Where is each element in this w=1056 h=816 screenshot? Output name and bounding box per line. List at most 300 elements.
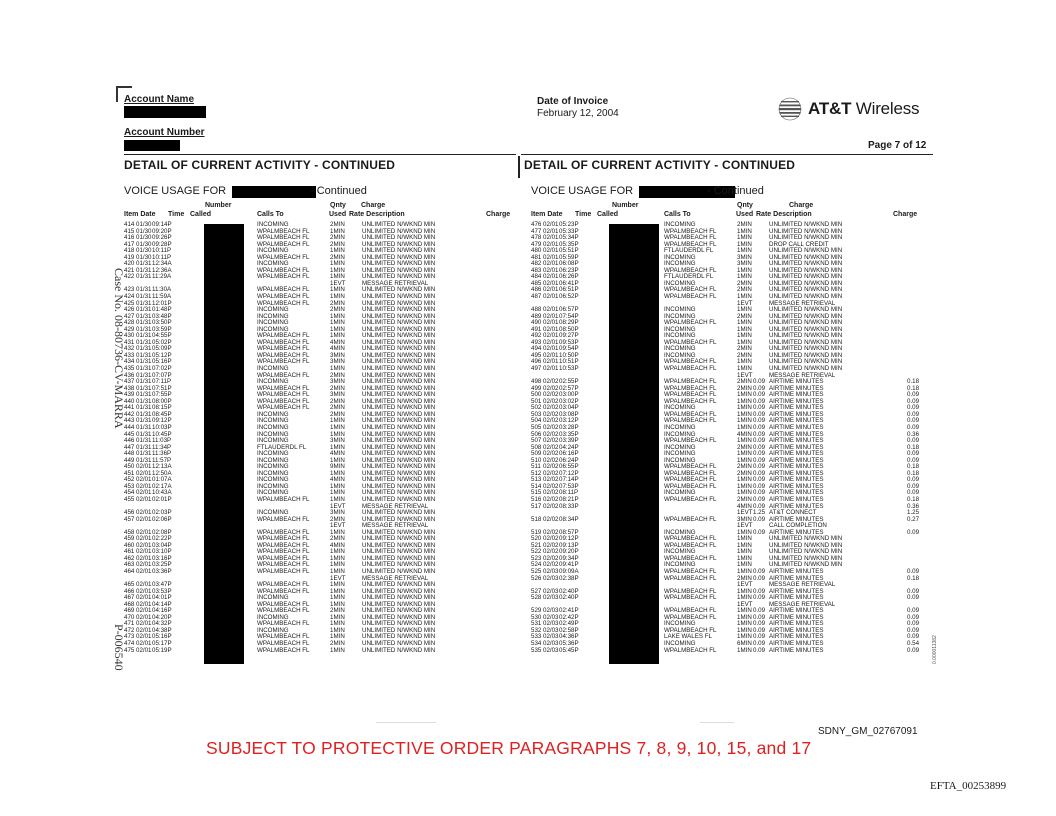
cell-desc: UNLIMITED N/WKND MIN	[769, 548, 843, 556]
cell-item: 498	[531, 378, 542, 386]
cell-desc: UNLIMITED N/WKND MIN	[769, 332, 843, 340]
cell-used: 1MIN	[737, 567, 752, 575]
cell-item: 481	[531, 253, 542, 261]
cell-item: 444	[124, 423, 135, 431]
cell-charge: 0.09	[907, 410, 920, 418]
cell-desc: UNLIMITED N/WKND MIN	[362, 384, 436, 392]
cell-desc: AIRTIME MINUTES	[769, 430, 824, 438]
cell-item: 435	[124, 365, 135, 373]
redacted-account-number	[124, 140, 180, 151]
cell-to: WPALMBEACH FL	[257, 338, 310, 346]
cell-date: 02/02	[543, 456, 559, 464]
cell-time: 03:04P	[152, 541, 172, 549]
cell-time: 05:09P	[152, 345, 172, 353]
cell-to: FTLAUDERDL FL	[664, 247, 714, 255]
cell-date: 02/02	[543, 548, 559, 556]
cell-to: WPALMBEACH FL	[257, 535, 310, 543]
cell-time: 02:41P	[559, 607, 579, 615]
cell-desc: UNLIMITED N/WKND MIN	[769, 266, 843, 274]
cell-desc: UNLIMITED N/WKND MIN	[362, 495, 436, 503]
cell-charge: 0.54	[907, 640, 920, 647]
cell-used: 1EVT	[330, 522, 346, 530]
cell-time: 03:04P	[559, 404, 579, 412]
redacted-called-numbers-left	[204, 224, 244, 664]
cell-desc: UNLIMITED N/WKND MIN	[769, 338, 843, 346]
cell-time: 11:03P	[152, 437, 172, 445]
cell-time: 08:15P	[152, 404, 172, 412]
cell-charge: 0.09	[907, 482, 920, 490]
cell-item: 515	[531, 489, 542, 497]
cell-date: 02/01	[543, 247, 559, 255]
cell-desc: AIRTIME MINUTES	[769, 495, 824, 503]
cell-date: 02/01	[136, 600, 152, 608]
cell-used: 1MIN	[737, 319, 752, 327]
cell-desc: UNLIMITED N/WKND MIN	[769, 319, 843, 327]
cell-item: 440	[124, 397, 135, 405]
cell-used: 1MIN	[330, 312, 345, 320]
cell-to: WPALMBEACH FL	[257, 351, 310, 359]
left-header-rule	[124, 154, 516, 155]
logo-wireless: Wireless	[851, 99, 920, 118]
cell-item: 448	[124, 450, 135, 458]
cell-to: WPALMBEACH FL	[664, 234, 717, 242]
cell-time: 03:00P	[559, 391, 579, 399]
cell-time: 02:01P	[152, 495, 172, 503]
cell-desc: UNLIMITED N/WKND MIN	[769, 293, 843, 301]
cell-to: WPALMBEACH FL	[664, 463, 717, 471]
cell-desc: MESSAGE RETRIEVAL	[769, 299, 836, 307]
col-charge: Charge	[893, 211, 918, 218]
cell-to: INCOMING	[257, 489, 289, 497]
cell-item: 473	[124, 633, 135, 641]
cell-item: 497	[531, 365, 542, 373]
cell-to: WPALMBEACH FL	[257, 548, 310, 556]
cell-date: 01/31	[136, 306, 152, 314]
cell-item: 459	[124, 535, 135, 543]
cell-item: 477	[531, 227, 542, 235]
cell-item: 484	[531, 273, 542, 281]
cell-time: 05:34P	[559, 234, 579, 242]
cell-item: 495	[531, 351, 542, 359]
cell-date: 02/02	[543, 437, 559, 445]
cell-date: 02/02	[543, 397, 559, 405]
cell-date: 02/01	[136, 626, 152, 634]
cell-rate: 0.09	[753, 567, 766, 575]
voice-usage-continued: - Continued	[707, 185, 764, 197]
cell-rate: 0.09	[753, 482, 766, 490]
cell-desc: UNLIMITED N/WKND MIN	[769, 535, 843, 543]
cell-item: 525	[531, 567, 542, 575]
cell-desc: UNLIMITED N/WKND MIN	[769, 247, 843, 255]
cell-used: 2MIN	[330, 404, 345, 412]
cell-item: 425	[124, 299, 135, 307]
cell-date: 01/31	[136, 410, 152, 418]
cell-date: 02/02	[543, 528, 559, 536]
cell-used: 2MIN	[737, 495, 752, 503]
cell-item: 442	[124, 410, 135, 418]
col-charge: Charge	[486, 211, 511, 218]
cell-time: 04:01P	[152, 594, 172, 602]
cell-time: 04:20P	[152, 613, 172, 621]
cell-date: 01/31	[136, 338, 152, 346]
cell-time: 10:45P	[152, 430, 172, 438]
cell-time: 09:20P	[559, 548, 579, 556]
cell-time: 03:50P	[152, 319, 172, 327]
cell-time: 02:42P	[559, 613, 579, 621]
cell-desc: UNLIMITED N/WKND MIN	[362, 567, 436, 575]
cell-used: 2MIN	[737, 443, 752, 451]
cell-used: 1MIN	[737, 607, 752, 615]
cell-used: 4MIN	[330, 541, 345, 549]
cell-item: 438	[124, 384, 135, 392]
cell-used: 2MIN	[737, 279, 752, 287]
cell-desc: UNLIMITED N/WKND MIN	[362, 554, 436, 562]
cell-desc: UNLIMITED N/WKND MIN	[362, 561, 436, 569]
cell-desc: AIRTIME MINUTES	[769, 502, 824, 510]
sdny-bates: SDNY_GM_02767091	[818, 726, 918, 737]
cell-rate: 0.09	[753, 410, 766, 418]
cell-to: INCOMING	[257, 221, 289, 228]
cell-to: WPALMBEACH FL	[664, 319, 717, 327]
cell-to: INCOMING	[257, 626, 289, 634]
cell-time: 09:53P	[559, 338, 579, 346]
cell-desc: UNLIMITED N/WKND MIN	[769, 561, 843, 569]
cell-desc: MESSAGE RETRIEVAL	[362, 574, 429, 582]
cell-date: 02/03	[543, 594, 559, 602]
cell-used: 1MIN	[330, 430, 345, 438]
cell-used: 1MIN	[737, 247, 752, 255]
scan-artifact	[700, 722, 734, 723]
cell-date: 01/31	[136, 450, 152, 458]
cell-time: 07:11P	[152, 378, 172, 386]
cell-charge: 0.09	[907, 489, 920, 497]
cell-item: 431	[124, 338, 135, 346]
cell-item: 482	[531, 260, 542, 268]
cell-charge: 0.09	[907, 417, 920, 425]
cell-item: 463	[124, 561, 135, 569]
cell-desc: AIRTIME MINUTES	[769, 476, 824, 484]
col-qnty-top: Qnty	[737, 202, 753, 209]
cell-time: 03:39P	[559, 437, 579, 445]
cell-desc: AIRTIME MINUTES	[769, 594, 824, 602]
cell-date: 02/03	[543, 633, 559, 641]
cell-to: WPALMBEACH FL	[664, 391, 717, 399]
cell-rate: 0.09	[753, 391, 766, 399]
cell-desc: AIRTIME MINUTES	[769, 450, 824, 458]
cell-item: 429	[124, 325, 135, 333]
cell-used: 6MIN	[737, 640, 752, 647]
cell-desc: UNLIMITED N/WKND MIN	[362, 489, 436, 497]
cell-used: 2MIN	[737, 345, 752, 353]
cell-used: 1MIN	[737, 476, 752, 484]
cell-charge: 0.09	[907, 404, 920, 412]
cell-to: FTLAUDERDL FL	[664, 273, 714, 281]
cell-to: WPALMBEACH FL	[257, 391, 310, 399]
cell-desc: AIRTIME MINUTES	[769, 417, 824, 425]
cell-desc: UNLIMITED N/WKND MIN	[362, 476, 436, 484]
case-number-stamp: Case No. 08-80736-CV-MARRA	[112, 268, 126, 429]
cell-date: 02/02	[543, 384, 559, 392]
cell-charge: 0.09	[907, 587, 920, 595]
cell-to: WPALMBEACH FL	[257, 495, 310, 503]
cell-desc: UNLIMITED N/WKND MIN	[362, 240, 436, 248]
cell-desc: UNLIMITED N/WKND MIN	[362, 260, 436, 268]
cell-desc: UNLIMITED N/WKND MIN	[362, 351, 436, 359]
cell-date: 02/01	[543, 345, 559, 353]
cell-rate: 0.09	[753, 495, 766, 503]
cell-date: 02/01	[136, 613, 152, 621]
col-time: Time	[168, 211, 185, 218]
cell-to: INCOMING	[257, 319, 289, 327]
cell-date: 02/01	[543, 351, 559, 359]
cell-desc: AIRTIME MINUTES	[769, 528, 824, 536]
redacted-account-name	[124, 106, 206, 118]
cell-to: WPALMBEACH FL	[664, 495, 717, 503]
cell-date: 01/30	[136, 240, 152, 248]
col-item-date: Item Date	[124, 211, 156, 218]
cell-date: 02/03	[543, 587, 559, 595]
cell-used: 2MIN	[330, 640, 345, 647]
cell-to: WPALMBEACH FL	[664, 613, 717, 621]
bates-number-right: 0.000011382	[932, 635, 938, 664]
cell-time: 03:28P	[559, 423, 579, 431]
cell-item: 454	[124, 489, 135, 497]
cell-desc: AIRTIME MINUTES	[769, 574, 824, 582]
cell-used: 1MIN	[737, 404, 752, 412]
cell-item: 417	[124, 240, 135, 248]
cell-charge: 0.09	[907, 391, 920, 399]
cell-desc: AIRTIME MINUTES	[769, 456, 824, 464]
cell-item: 451	[124, 469, 135, 477]
cell-desc: AIRTIME MINUTES	[769, 482, 824, 490]
cell-item: 520	[531, 535, 542, 543]
cell-date: 01/31	[136, 345, 152, 353]
cell-rate: 0.09	[753, 456, 766, 464]
cell-date: 02/01	[136, 581, 152, 589]
cell-date: 02/02	[543, 482, 559, 490]
cell-time: 11:30A	[152, 286, 172, 294]
cell-item: 475	[124, 646, 135, 654]
cell-to: INCOMING	[664, 561, 696, 569]
col-used: Used	[736, 211, 754, 218]
cell-desc: UNLIMITED N/WKND MIN	[769, 260, 843, 268]
cell-charge: 1.25	[907, 509, 920, 517]
cell-date: 01/31	[136, 384, 152, 392]
cell-charge: 0.09	[907, 397, 920, 405]
cell-rate: 0.09	[753, 587, 766, 595]
cell-to: INCOMING	[664, 351, 696, 359]
cell-item: 492	[531, 332, 542, 340]
cell-used: 1MIN	[737, 240, 752, 248]
cell-to: INCOMING	[257, 423, 289, 431]
cell-charge: 0.18	[907, 574, 920, 582]
cell-time: 11:36P	[152, 450, 172, 458]
cell-item: 485	[531, 279, 542, 287]
cell-time: 08:11P	[559, 489, 579, 497]
cell-to: INCOMING	[257, 325, 289, 333]
cell-date: 02/01	[543, 319, 559, 327]
cell-to: INCOMING	[664, 221, 696, 228]
cell-item: 478	[531, 234, 542, 242]
cell-date: 02/02	[543, 423, 559, 431]
cell-used: 1EVT	[737, 371, 753, 379]
cell-time: 05:16P	[152, 358, 172, 366]
cell-used: 1MIN	[737, 423, 752, 431]
cell-item: 526	[531, 574, 542, 582]
cell-to: INCOMING	[257, 260, 289, 268]
cell-desc: MESSAGE RETRIEVAL	[769, 371, 836, 379]
cell-rate: 0.09	[753, 607, 766, 615]
col-description: Description	[773, 211, 812, 218]
cell-used: 4MIN	[737, 502, 752, 510]
cell-time: 09:41P	[559, 561, 579, 569]
cell-date: 02/01	[136, 633, 152, 641]
cell-charge: 0.18	[907, 463, 920, 471]
cell-item: 487	[531, 293, 542, 301]
cell-to: WPALMBEACH FL	[257, 633, 310, 641]
cell-desc: UNLIMITED N/WKND MIN	[362, 640, 436, 647]
cell-to: WPALMBEACH FL	[664, 535, 717, 543]
cell-charge: 0.09	[907, 620, 920, 628]
cell-used: 2MIN	[737, 378, 752, 386]
cell-used: 1MIN	[330, 482, 345, 490]
invoice-date: February 12, 2004	[537, 108, 619, 119]
cell-time: 08:33P	[559, 502, 579, 510]
cell-time: 09:27P	[559, 332, 579, 340]
cell-date: 01/31	[136, 266, 152, 274]
cell-desc: MESSAGE RETRIEVAL	[362, 279, 429, 287]
cell-to: WPALMBEACH FL	[664, 338, 717, 346]
cell-date: 02/01	[136, 509, 152, 517]
cell-used: 1MIN	[737, 338, 752, 346]
cell-to: INCOMING	[664, 345, 696, 353]
cell-time: 05:45P	[559, 646, 579, 654]
cell-date: 02/01	[543, 293, 559, 301]
cell-used: 1MIN	[330, 417, 345, 425]
cell-desc: UNLIMITED N/WKND MIN	[362, 338, 436, 346]
cell-used: 1MIN	[330, 567, 345, 575]
cell-date: 02/01	[136, 620, 152, 628]
cell-desc: UNLIMITED N/WKND MIN	[769, 345, 843, 353]
cell-time: 06:55P	[559, 463, 579, 471]
cell-item: 418	[124, 247, 135, 255]
cell-rate: 0.09	[753, 443, 766, 451]
cell-used: 1MIN	[737, 293, 752, 301]
cell-date: 02/02	[543, 541, 559, 549]
cell-time: 12:01P	[152, 299, 172, 307]
cell-used: 1MIN	[330, 423, 345, 431]
cell-desc: UNLIMITED N/WKND MIN	[362, 633, 436, 641]
cell-desc: UNLIMITED N/WKND MIN	[769, 365, 843, 373]
cell-item: 514	[531, 482, 542, 490]
cell-used: 1MIN	[737, 561, 752, 569]
protective-order-notice: SUBJECT TO PROTECTIVE ORDER PARAGRAPHS 7, 8, 9, 10, 15, and 17	[206, 738, 812, 758]
cell-to: WPALMBEACH FL	[664, 397, 717, 405]
cell-time: 09:14P	[152, 221, 172, 228]
cell-charge: 0.18	[907, 443, 920, 451]
col-charge-top: Charge	[361, 202, 386, 209]
cell-date: 01/31	[136, 286, 152, 294]
cell-item: 469	[124, 607, 135, 615]
cell-to: WPALMBEACH FL	[257, 358, 310, 366]
cell-rate: 0.09	[753, 502, 766, 510]
cell-used: 3MIN	[737, 260, 752, 268]
cell-item: 426	[124, 306, 135, 314]
cell-desc: AIRTIME MINUTES	[769, 640, 824, 647]
cell-used: 1MIN	[737, 548, 752, 556]
cell-item: 507	[531, 437, 542, 445]
cell-time: 02:40P	[559, 587, 579, 595]
cell-desc: DROP CALL CREDIT	[769, 240, 829, 248]
cell-desc: AIRTIME MINUTES	[769, 633, 824, 641]
cell-time: 03:59P	[152, 325, 172, 333]
cell-time: 07:53P	[559, 482, 579, 490]
cell-item: 501	[531, 397, 542, 405]
cell-to: INCOMING	[257, 613, 289, 621]
cell-date: 02/02	[543, 535, 559, 543]
cell-time: 02:57P	[559, 384, 579, 392]
cell-used: 4MIN	[330, 338, 345, 346]
cell-item: 424	[124, 293, 135, 301]
cell-used: 1MIN	[737, 587, 752, 595]
scan-artifact	[376, 722, 436, 723]
cell-date: 02/02	[543, 463, 559, 471]
bates-number-left: P-006540	[112, 624, 126, 671]
cell-rate: 0.09	[753, 384, 766, 392]
cell-date: 02/01	[136, 646, 152, 654]
cell-item: 443	[124, 417, 135, 425]
cell-to: INCOMING	[257, 247, 289, 255]
cell-item: 433	[124, 351, 135, 359]
cell-date: 02/01	[136, 640, 152, 647]
cell-to: WPALMBEACH FL	[257, 541, 310, 549]
cell-date: 02/01	[543, 306, 559, 314]
cell-used: 1MIN	[330, 332, 345, 340]
cell-date: 02/01	[136, 594, 152, 602]
cell-used: 1MIN	[737, 489, 752, 497]
cell-rate: 0.09	[753, 476, 766, 484]
cell-used: 2MIN	[737, 463, 752, 471]
cell-to: INCOMING	[257, 410, 289, 418]
cell-to: WPALMBEACH FL	[257, 253, 310, 261]
cell-item: 489	[531, 312, 542, 320]
cell-time: 11:34P	[152, 443, 172, 451]
cell-desc: UNLIMITED N/WKND MIN	[362, 607, 436, 615]
cell-used: 2MIN	[330, 371, 345, 379]
cell-item: 465	[124, 581, 135, 589]
cell-used: 1MIN	[737, 391, 752, 399]
cell-rate: 0.09	[753, 469, 766, 477]
cell-date: 01/31	[136, 443, 152, 451]
cell-rate: 0.09	[753, 437, 766, 445]
cell-used: 2MIN	[330, 515, 345, 523]
cell-time: 04:38P	[152, 626, 172, 634]
cell-time: 04:24P	[559, 443, 579, 451]
cell-to: WPALMBEACH FL	[664, 482, 717, 490]
cell-to: WPALMBEACH FL	[257, 397, 310, 405]
cell-date: 01/31	[136, 430, 152, 438]
cell-desc: AIRTIME MINUTES	[769, 384, 824, 392]
cell-time: 03:35P	[559, 430, 579, 438]
cell-date: 02/01	[136, 541, 152, 549]
cell-date: 02/03	[543, 613, 559, 621]
cell-time: 03:08P	[559, 410, 579, 418]
cell-date: 01/31	[136, 391, 152, 399]
cell-item: 474	[124, 640, 135, 647]
cell-to: INCOMING	[257, 456, 289, 464]
cell-to: WPALMBEACH FL	[664, 384, 717, 392]
logo-att: AT&T	[808, 99, 852, 118]
